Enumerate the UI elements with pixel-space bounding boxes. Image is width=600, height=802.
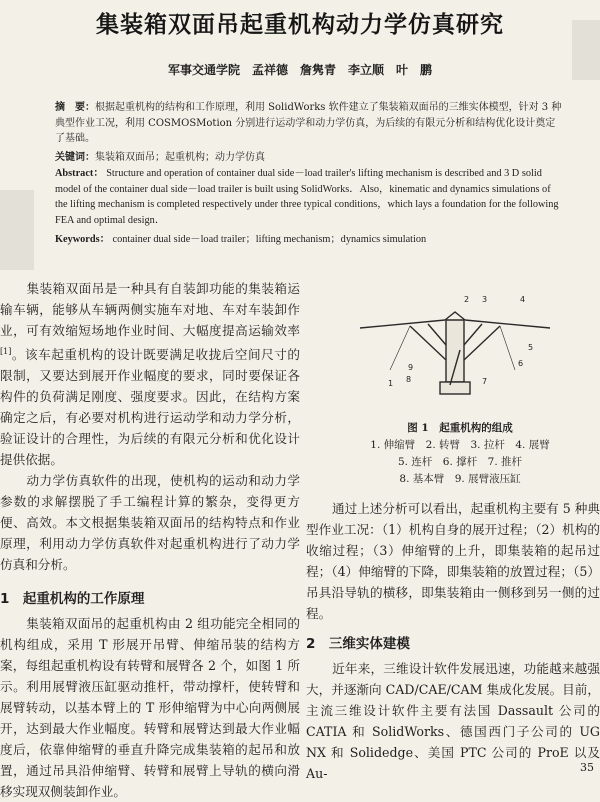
fig-label-8: 8 [406,375,412,384]
figure-1-lifting-mechanism [350,290,560,415]
author-line: 军事交通学院 孟祥德 詹隽青 李立顺 叶 鹏 [167,63,432,77]
fig-caption-title: 图 1 起重机构的组成 [407,422,513,434]
intro-paragraph-1 [0,278,300,470]
abstract-cn [55,100,565,147]
base-arm [446,320,464,382]
section-2-paragraph [306,658,600,784]
intro-p2-text: 动力学仿真软件的出现，使机构的运动和动力学参数的求解摆脱了手工编程计算的繁杂，变得更方便、高效。本文根据集装箱双面吊的结构特点和作业原理，利用动力学仿真软件对起重机构进行了动力学仿真和分析。 [0,473,300,573]
strut-left [410,326,446,360]
right-paragraph-1 [306,498,600,624]
sec1-p1-text: 集装箱双面吊的起重机构由 2 组功能完全相同的机构组成，采用 T 形展开吊臂、伸缩吊装的结构方案，每组起重机构设有转臂和展臂各 2 个，如图 1 所示。利用展臂液压缸驱动推杆，带动撑杆，使转臂和展臂转动，以基本臂上的 T 形伸缩臂为中心向两侧展开，达到最大作业幅度。转臂和展臂达到最大作业幅度后，依靠伸缩臂的垂直升降完成集装箱的起吊和放置，通过吊具沿伸缩臂、转臂和展臂上导轨的横向滑移实现双侧装卸作业。 [0,616,300,800]
section-1-heading: 1 起重机构的工作原理 [0,591,145,608]
strut-right [464,326,500,360]
fig-caption-line-3: 8. 基本臂 9. 展臂液压缸 [399,473,521,485]
fig-label-3: 3 [482,295,488,304]
left-column [0,278,300,802]
keywords-en-label: Keywords： [55,234,110,245]
keywords-en-text: container dual side－load trailer；lifting mechanism；dynamics simulation [112,234,427,245]
section-2-heading: 2 三维实体建模 [306,636,410,652]
abstract-cn-label: 摘 要： [55,102,95,113]
intro-p1b-text: 。该车起重机构的设计既要满足收拢后空间尺寸的限制，又要达到展开作业幅度的要求，同时要保证各构件的负荷满足刚度、强度要求。因此，在结构方案确定之后，有必要对机构进行运动学和动力学分析，验证设计的合理性，为后续的有限元分析和优化设计提供依据。 [0,347,300,468]
sec2-p1-text: 近年来，三维设计软件发展迅速，功能越来越强大，并逐渐向 CAD/CAE/CAM 集成化发展。目前，主流三维设计软件主要有法国 Dassault 公司的 CATIA 和 SolidWorks、德国西门子公司的 UG NX 和 Solidedge、美国 PTC 公司的 ProE 以及 Au- [306,661,600,781]
boom-left [360,320,445,328]
paper-title: 集装箱双面吊起重机构动力学仿真研究 [96,12,504,38]
keywords-en [55,232,565,248]
fig-caption-line-2: 5. 连杆 6. 撑杆 7. 推杆 [397,456,523,468]
intro-paragraph-2 [0,470,300,575]
link-left [428,324,446,345]
fig-label-9: 9 [408,363,414,372]
fig-label-2: 2 [464,295,470,304]
reference-marker: [1] [0,347,12,356]
fig-label-4: 4 [520,295,526,304]
abstract-en-text: Structure and operation of container dual side－load trailer's lifting mechanism is described and 3 D solid model of the container dual side－load trailer is built using SolidWorks．Also，kinematic and dynamics simulations of the lifting mechanism is completed respectively under three typical conditions，which lays a foundation for the following FEA and optimal design． [55,168,559,226]
fig-label-5: 5 [528,343,534,352]
keywords-cn-text: 集装箱双面吊；起重机构；动力学仿真 [95,151,265,163]
right-p1-text: 通过上述分析可以看出，起重机构主要有 5 种典型作业工况：（1）机构自身的展开过程；（2）机构的收缩过程；（3）伸缩臂的上升，即集装箱的起吊过程；（4）伸缩臂的下降，即集装箱的放置过程；（5）吊具沿导轨的横移，即集装箱由一侧移到另一侧的过程。 [306,501,600,621]
right-column [306,498,600,784]
fig-label-7: 7 [482,377,488,386]
boom-top [445,312,465,320]
abstract-cn-text: 根据起重机构的结构和工作原理，利用 SolidWorks 软件建立了集装箱双面吊的三维实体模型，针对 3 种典型作业工况，利用 COSMOSMotion 分别进行运动学和动力学仿真，为后续的有限元分析和结构优化设计奠定了基础。 [55,102,562,144]
figure-1-caption [340,420,580,488]
abstract-en-label: Abstract： [55,168,104,179]
link-right [464,324,482,345]
base-foot [440,382,470,394]
abstract-en [55,166,565,228]
abstract-block [55,100,565,248]
keywords-cn [55,150,565,166]
fig-label-1: 1 [388,379,394,388]
page-number: 35 [580,761,594,774]
boom-right [465,320,550,328]
bleed-through-left [0,190,34,270]
fig-label-6: 6 [518,359,524,368]
keywords-cn-label: 关键词： [55,151,95,163]
fig-caption-line-1: 1. 伸缩臂 2. 转臂 3. 拉杆 4. 展臂 [370,439,550,451]
intro-p1-text: 集装箱双面吊是一种具有自装卸功能的集装箱运输车辆，能够从车辆两侧实施车对地、车对车装卸作业，可有效缩短场地作业时间、大幅度提高运输效率 [0,281,300,338]
